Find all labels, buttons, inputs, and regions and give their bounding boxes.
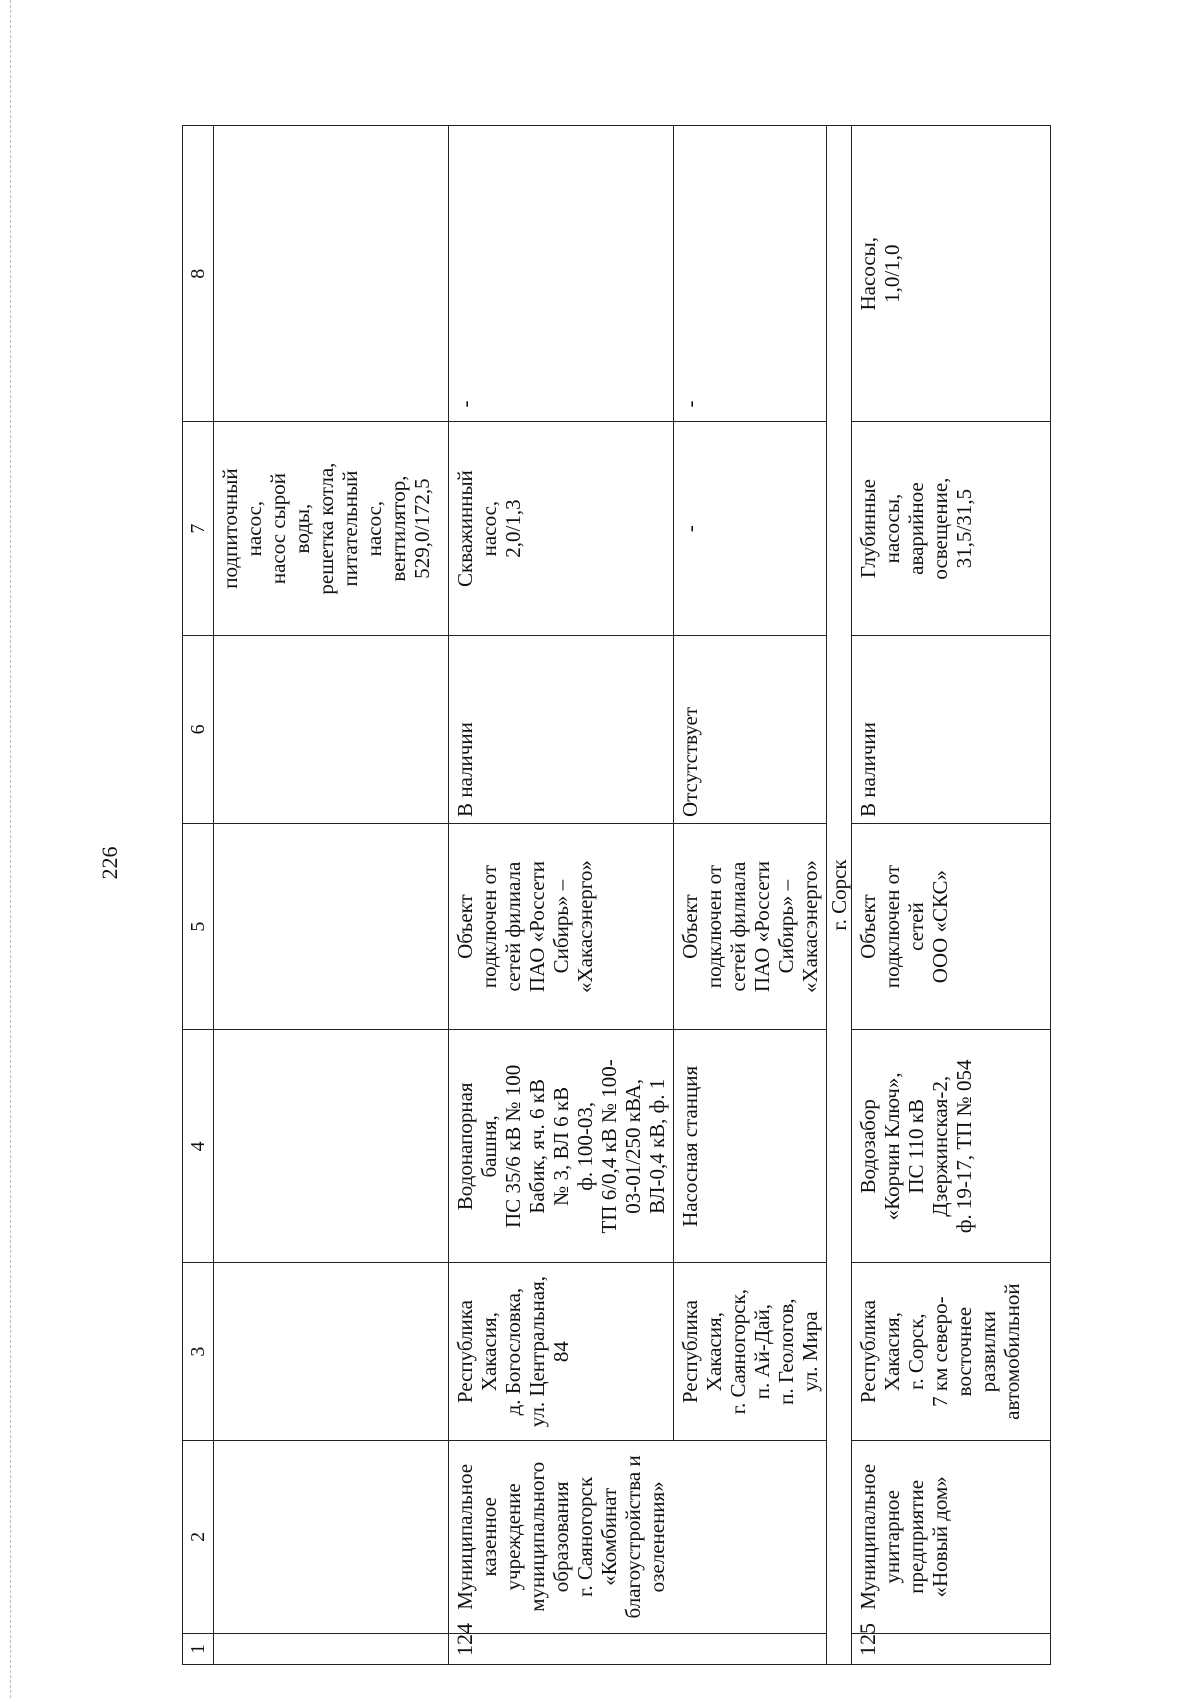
cell-reserve: В наличии [449,635,674,823]
table-row-125 [852,126,1051,1665]
scan-edge-line [10,0,11,1698]
cell-connection: Объект подключен от сетей филиала ПАО «Россети Сибирь» – «Хакасэнерго» [449,823,674,1029]
cell-connection: Объект подключен от сетей филиала ПАО «Россети Сибирь» – «Хакасэнерго» [674,823,827,1029]
cell-col8: - [449,126,674,422]
cell-empty [214,823,449,1029]
cell-empty [214,635,449,823]
cell-address: Республика Хакасия, г. Саяногорск, п. Ай-Дай, п. Геологов, ул. Мира [674,1263,827,1440]
header-cell: 4 [183,1030,214,1263]
cell-empty [214,1263,449,1440]
cell-organization: Муниципальное казенное учреждение муниципального образования г. Саяногорск «Комбинат благоустройства и озеленения» [449,1440,827,1633]
page-number: 226 [97,846,122,880]
rotated-page [182,125,1024,1665]
table-row-continuation [214,126,449,1665]
cell-equipment: Глубинные насосы, аварийное освещение, 31,5/31,5 [852,422,1051,635]
cell-empty [214,126,449,422]
cell-reserve: Отсутствует [674,635,827,823]
header-cell: 8 [183,126,214,422]
city-heading: г. Сорск [827,126,852,1665]
header-cell: 5 [183,823,214,1029]
cell-connection: Объект подключен от сетей ООО «СКС» [852,823,1051,1029]
header-row [183,126,214,1665]
cell-empty [214,1030,449,1263]
table-row-city [827,126,852,1665]
cell-empty [214,1440,449,1633]
header-cell: 7 [183,422,214,635]
cell-object: Насосная станция [674,1030,827,1263]
cell-empty [214,1633,449,1664]
cell-row-number: 125 [852,1633,1051,1664]
header-cell: 6 [183,635,214,823]
cell-reserve: В наличии [852,635,1051,823]
cell-address: Республика Хакасия, д. Богословка, ул. Центральная, 84 [449,1263,674,1440]
cell-organization: Муниципальное унитарное предприятие «Новый дом» [852,1440,1051,1633]
table-row-124-sub [674,126,827,1665]
cell-object: Водонапорная башня, ПС 35/6 кВ № 100 Бабик, яч. 6 кВ № 3, ВЛ 6 кВ ф. 100-03, ТП 6/0,4 кВ № 100- 03-01/250 кВА, ВЛ-0,4 кВ, ф. 1 [449,1030,674,1263]
cell-equipment: - [674,422,827,635]
cell-equipment: Скважинный насос, 2,0/1,3 [449,422,674,635]
cell-address: Республика Хакасия, г. Сорск, 7 км северо- восточнее развилки автомобильной [852,1263,1051,1440]
power-supply-table [182,125,1051,1665]
header-cell: 3 [183,1263,214,1440]
header-cell: 2 [183,1440,214,1633]
cell-object: Водозабор «Корчин Ключ», ПС 110 кВ Дзержинская-2, ф. 19-17, ТП № 054 [852,1030,1051,1263]
cell-equipment: подпиточный насос, насос сырой воды, решетка котла, питательный насос, вентилятор, 529,0/172,5 [214,422,449,635]
cell-col8: - [674,126,827,422]
table-row-124 [449,126,674,1665]
header-cell: 1 [183,1633,214,1664]
cell-row-number: 124 [449,1633,827,1664]
cell-col8: Насосы, 1,0/1,0 [852,126,1051,422]
